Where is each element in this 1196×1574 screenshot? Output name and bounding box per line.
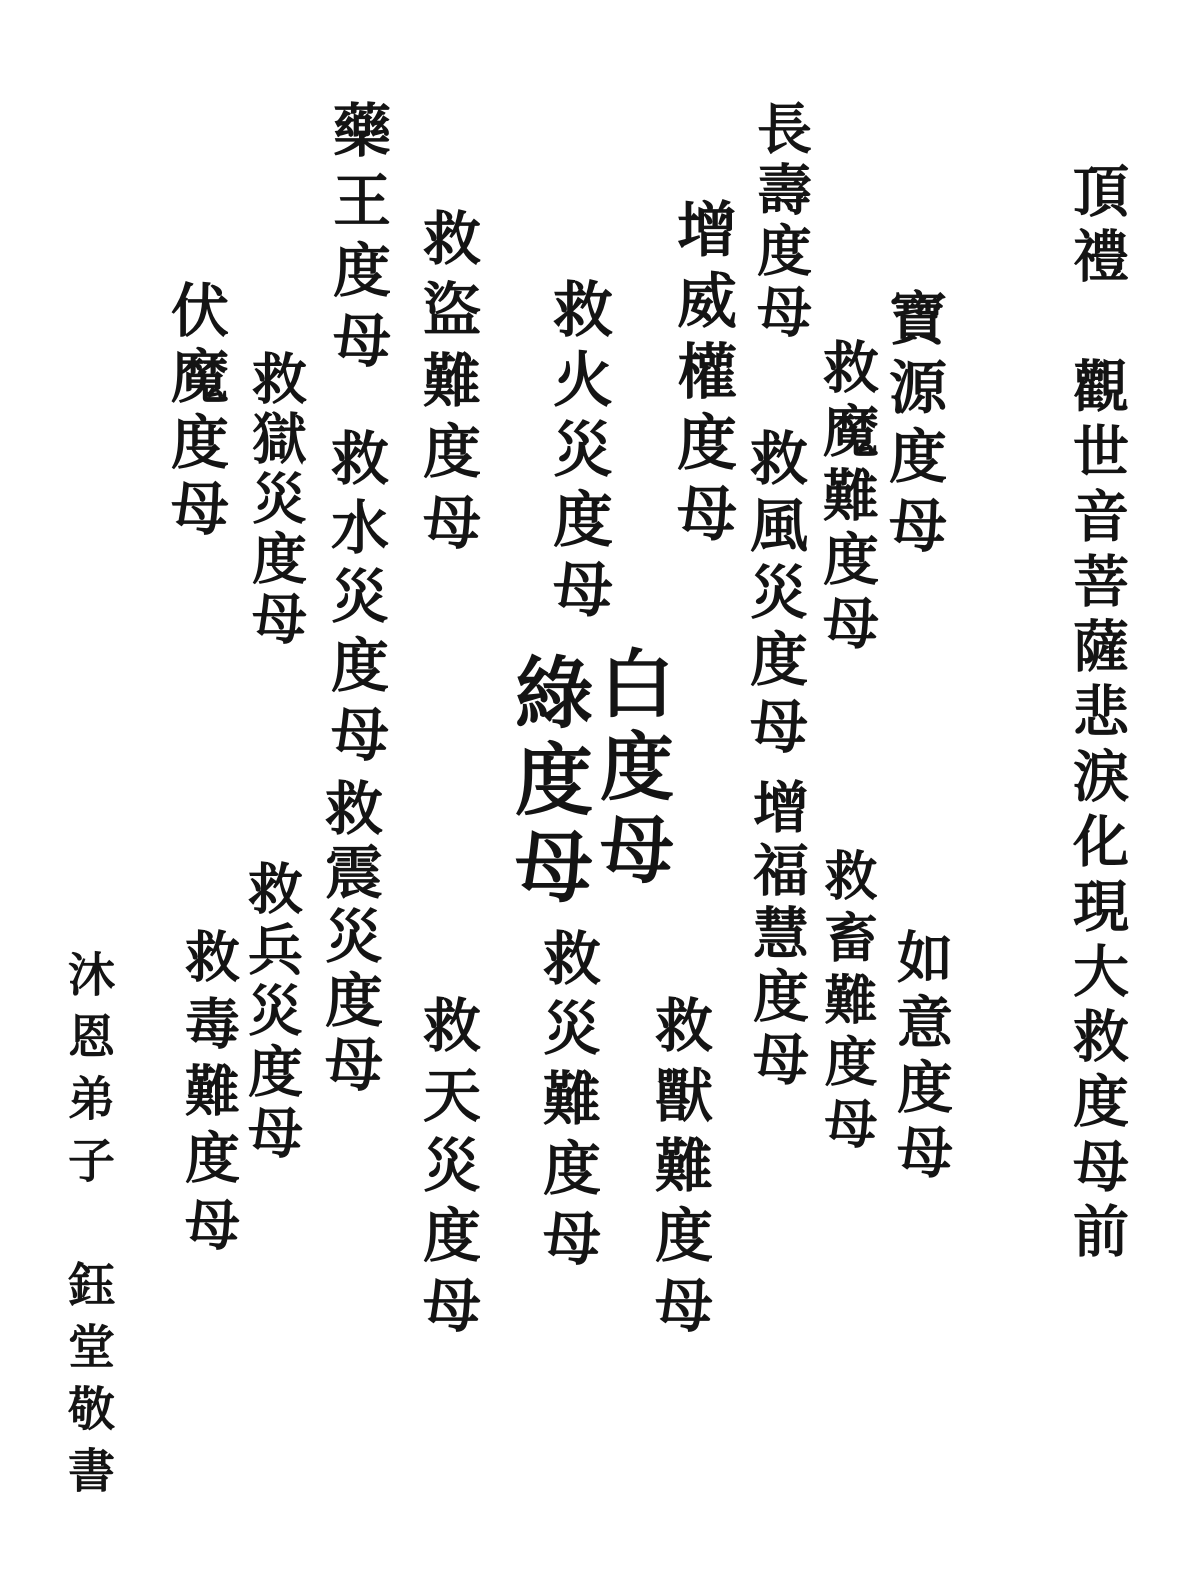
tara-name-column: 救風災度母 (740, 428, 808, 763)
tara-name-column: 救火災度母 (543, 278, 613, 628)
tara-name-column: 增福慧度母 (744, 778, 809, 1093)
tara-name-column: 救魔難度母 (814, 338, 879, 658)
tara-name-column: 救災難度母 (533, 928, 601, 1278)
tara-name-column: 增威權度母 (667, 198, 737, 553)
invocation-line: 頂禮 觀世音菩薩悲淚化現大救度母前 (1064, 162, 1129, 1267)
tara-name-column: 救水災度母 (321, 428, 389, 773)
tara-name-column: 救畜難度母 (816, 848, 877, 1158)
tara-name-column-green-tara: 綠度母 (502, 652, 592, 913)
tara-name-column: 救毒難度母 (176, 928, 240, 1263)
signature-line: 沐恩弟子 鈺堂敬書 (60, 950, 115, 1508)
tara-name-column: 救震災度母 (315, 778, 383, 1098)
tara-name-column: 長壽度母 (748, 100, 812, 344)
tara-name-column: 救盜難度母 (413, 208, 481, 563)
tara-name-column-white-tara: 白度母 (588, 645, 674, 894)
tara-name-column: 救獄災度母 (243, 350, 307, 650)
tara-name-column: 救兵災度母 (239, 860, 303, 1165)
tara-name-column: 伏魔度母 (161, 280, 229, 544)
tara-name-column: 救獸難度母 (645, 995, 713, 1345)
tara-name-column: 寶源度母 (879, 288, 947, 564)
tara-name-column: 救天災度母 (413, 995, 481, 1345)
tara-name-column: 如意度母 (888, 928, 953, 1188)
tara-name-column: 藥王度母 (323, 100, 391, 380)
